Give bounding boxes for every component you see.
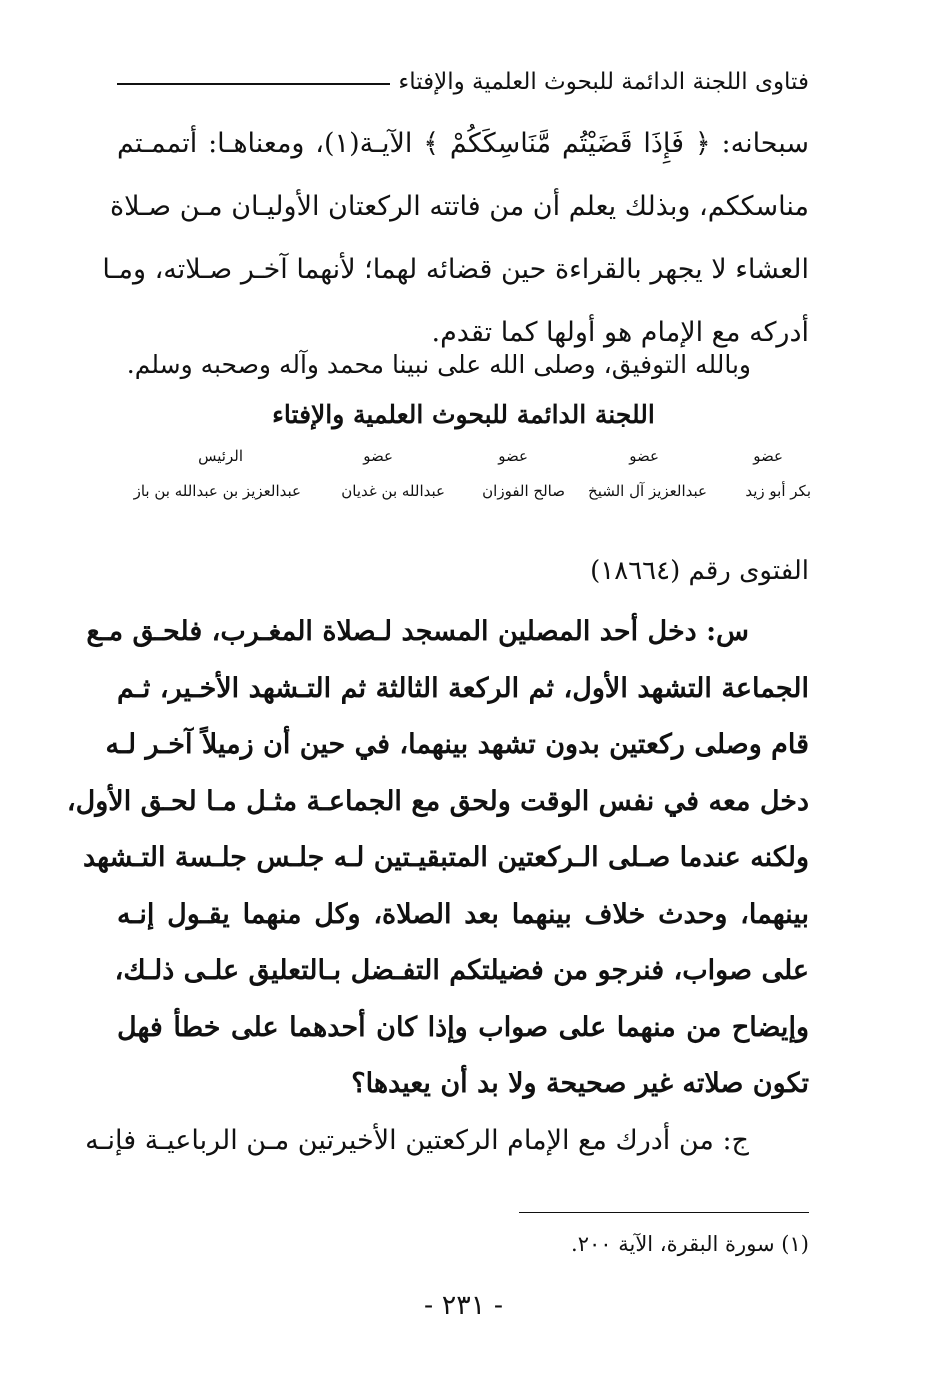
intro-paragraph <box>102 112 810 364</box>
text-line: أدركه مع الإمام هو أولها كما تقدم. <box>431 317 809 348</box>
role-label: عضو <box>629 447 659 465</box>
question-line: وإيضاح من منهما على صواب وإذا كان أحدهما على خطأ فهل <box>117 1011 809 1043</box>
member-name: صالح الفوزان <box>482 482 565 500</box>
footnote: (١) سورة البقرة، الآية ٢٠٠. <box>571 1232 809 1256</box>
question-line: س: دخل أحد المصلين المسجد لـصلاة المغـرب، فلحـق مـع <box>86 616 749 647</box>
question-line: دخل معه في نفس الوقت ولحق مع الجماعـة مثـل مـا لحـق الأول، <box>66 785 809 817</box>
member-name: عبدالله بن غديان <box>341 482 445 500</box>
committee-roles <box>111 447 811 473</box>
question-line: تكون صلاته غير صحيحة ولا بد أن يعيدها؟ <box>351 1068 809 1099</box>
question-answer-block <box>66 604 809 1169</box>
question-line: بينهما، وحدث خلاف بينهما بعد الصلاة، وكل منهما يقـول إنـه <box>117 898 809 930</box>
question-line: الجماعة التشهد الأول، ثم الركعة الثالثة ثم التـشهد الأخـير، ثـم <box>117 672 809 704</box>
closing-line: وبالله التوفيق، وصلى الله على نبينا محمد وآله وصحبه وسلم. <box>126 350 751 379</box>
role-label: عضو <box>498 447 528 465</box>
text-line: مناسككم، وبذلك يعلم أن من فاتته الركعتان الأوليـان مـن صـلاة <box>110 191 809 222</box>
member-name: عبدالعزيز آل الشيخ <box>588 482 707 500</box>
role-label: عضو <box>363 447 393 465</box>
running-header <box>117 62 809 102</box>
role-label: الرئيس <box>198 447 243 465</box>
header-rule <box>117 83 390 85</box>
committee-title: اللجنة الدائمة للبحوث العلمية والإفتاء <box>272 400 655 429</box>
committee-names <box>111 482 811 508</box>
text-line: سبحانه: ﴿ فَإِذَا قَضَيْتُم مَّنَاسِكَكُمْ ﴾ الآيـة(١)، ومعناهـا: أتممـتم <box>117 128 810 159</box>
question-line: قام وصلى ركعتين بدون تشهد بينهما، في حين أن زميلاً آخـر لـه <box>105 729 809 760</box>
member-name: بكر أبو زيد <box>745 482 811 500</box>
member-name: عبدالعزيز بن عبدالله بن باز <box>133 482 301 500</box>
role-label: عضو <box>753 447 783 465</box>
page-number: - ٢٣١ - <box>424 1290 503 1321</box>
question-line: على صواب، فنرجو من فضيلتكم التفـضل بـالتعليق علـى ذلـك، <box>114 955 809 986</box>
fatwa-number: الفتوى رقم (١٨٦٦٤) <box>590 556 809 586</box>
text-line: العشاء لا يجهر بالقراءة حين قضائه لهما؛ لأنهما آخـر صـلاته، ومـا <box>102 254 809 285</box>
question-line: ولكنه عندما صـلى الـركعتين المتبقيـتين لـه جلـس جلـسة التـشهد <box>82 842 809 873</box>
footnote-rule <box>519 1212 809 1213</box>
answer-line: ج: من أدرك مع الإمام الركعتين الأخيرتين مـن الرباعيـة فإنـه <box>85 1124 749 1156</box>
header-title: فتاوى اللجنة الدائمة للبحوث العلمية والإفتاء <box>398 69 809 95</box>
